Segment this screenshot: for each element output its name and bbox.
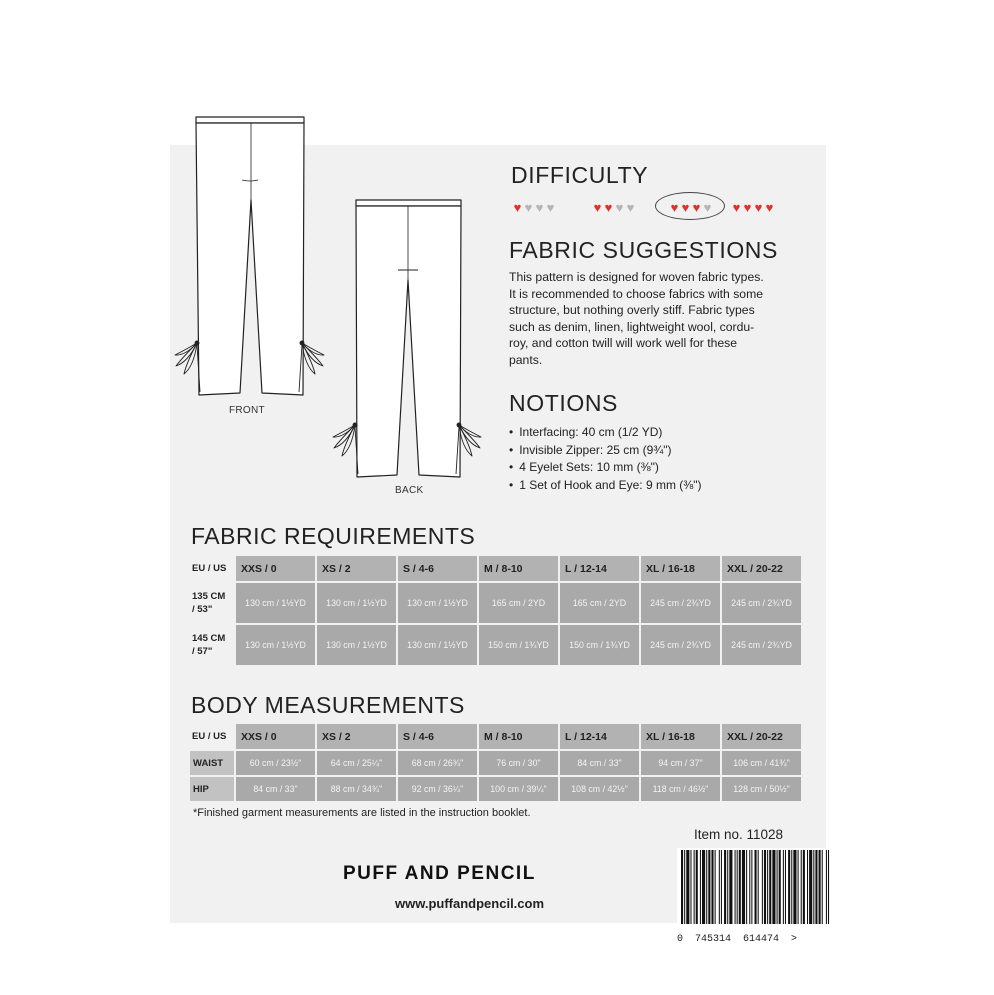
table-cell: 130 cm / 1½YD xyxy=(317,583,396,623)
table-cell: 84 cm / 33" xyxy=(560,751,639,775)
table-cell: 150 cm / 1¾YD xyxy=(479,625,558,665)
heart-icon: ♥ xyxy=(743,200,752,215)
table-cell: 118 cm / 46½" xyxy=(641,777,720,801)
barcode-bar xyxy=(819,850,821,924)
row-label: WAIST xyxy=(190,751,234,775)
heart-icon: ♥ xyxy=(535,200,544,215)
barcode-bar xyxy=(783,850,784,924)
barcode-bar xyxy=(772,850,775,924)
barcode-bar xyxy=(724,850,726,924)
row-label: HIP xyxy=(190,777,234,801)
barcode-bar xyxy=(746,850,747,924)
table-cell: 130 cm / 1½YD xyxy=(236,625,315,665)
barcode-bar xyxy=(758,850,759,924)
size-header: M / 8-10 xyxy=(479,556,558,581)
table-cell: 60 cm / 23½" xyxy=(236,751,315,775)
difficulty-level-4 xyxy=(731,199,775,217)
table-cell: 84 cm / 33" xyxy=(236,777,315,801)
barcode-bar xyxy=(737,850,738,924)
table-cell: 128 cm / 50½" xyxy=(722,777,801,801)
heart-icon: ♥ xyxy=(546,200,555,215)
difficulty-title: DIFFICULTY xyxy=(511,162,649,188)
heart-icon: ♥ xyxy=(593,200,602,215)
barcode-bar xyxy=(719,850,720,924)
barcode-bar xyxy=(706,850,707,924)
barcode-bar xyxy=(815,850,817,924)
table-cell: 165 cm / 2YD xyxy=(479,583,558,623)
fabric-requirements-table xyxy=(188,554,803,667)
size-header: L / 12-14 xyxy=(560,724,639,749)
table-cell: 100 cm / 39¼" xyxy=(479,777,558,801)
difficulty-level-2 xyxy=(592,199,636,217)
barcode-bar xyxy=(777,850,778,924)
footnote: *Finished garment measurements are listed in the instruction booklet. xyxy=(193,807,531,819)
notion-item: • Interfacing: 40 cm (1/2 YD) xyxy=(509,424,809,442)
barcode-bar xyxy=(684,850,685,924)
table-cell: 130 cm / 1½YD xyxy=(236,583,315,623)
barcode-bar xyxy=(779,850,781,924)
barcode-bar xyxy=(798,850,799,924)
heart-icon: ♥ xyxy=(524,200,533,215)
size-header: S / 4-6 xyxy=(398,724,477,749)
fabric-suggestions-line: pants. xyxy=(509,352,543,367)
barcode-bar xyxy=(755,850,757,924)
heart-icon: ♥ xyxy=(615,200,624,215)
difficulty-rating xyxy=(512,199,812,221)
heart-icon: ♥ xyxy=(670,200,679,215)
barcode-bar xyxy=(721,850,722,924)
notions-list xyxy=(509,424,809,494)
table-cell: 94 cm / 37" xyxy=(641,751,720,775)
heart-icon: ♥ xyxy=(703,200,712,215)
barcode-digits: 0 745314 614474 > xyxy=(677,934,798,945)
size-header: M / 8-10 xyxy=(479,724,558,749)
table-cell: 245 cm / 2¾YD xyxy=(722,625,801,665)
table-cell: 106 cm / 41¾" xyxy=(722,751,801,775)
fabric-suggestions-line: It is recommended to choose fabrics with some xyxy=(509,286,764,301)
table-cell: 130 cm / 1½YD xyxy=(398,625,477,665)
barcode-bar xyxy=(708,850,710,924)
heart-icon: ♥ xyxy=(626,200,635,215)
barcode-bar xyxy=(700,850,701,924)
barcode-bar xyxy=(739,850,741,924)
notion-item: • 4 Eyelet Sets: 10 mm (⅜") xyxy=(509,459,809,477)
table-cell: 108 cm / 42½" xyxy=(560,777,639,801)
table-cell: 92 cm / 36¼" xyxy=(398,777,477,801)
row-label xyxy=(190,625,234,665)
barcode-bar xyxy=(686,850,689,924)
barcode-bar xyxy=(751,850,752,924)
barcode-bar xyxy=(727,850,728,924)
heart-icon: ♥ xyxy=(765,200,774,215)
size-header: XL / 16-18 xyxy=(641,556,720,581)
table-cell: 64 cm / 25¼" xyxy=(317,751,396,775)
barcode-bar xyxy=(807,850,808,924)
notions-title: NOTIONS xyxy=(509,390,618,416)
barcode-bar xyxy=(769,850,771,924)
row-label-width: 135 CM xyxy=(192,591,226,602)
table-cell: 68 cm / 26¾" xyxy=(398,751,477,775)
barcode-bar xyxy=(762,850,763,924)
table-row xyxy=(190,777,801,801)
row-label-width: 145 CM xyxy=(192,633,226,644)
table-cell: 130 cm / 1½YD xyxy=(317,625,396,665)
heart-icon: ♥ xyxy=(692,200,701,215)
table-corner: EU / US xyxy=(192,563,227,574)
website-link[interactable]: www.puffandpencil.com xyxy=(395,896,545,911)
back-pants-flat xyxy=(333,200,481,477)
barcode-bar xyxy=(729,850,732,924)
barcode-bar xyxy=(801,850,802,924)
barcode-bar xyxy=(788,850,790,924)
barcode-bar xyxy=(809,850,812,924)
table-cell: 245 cm / 2¾YD xyxy=(722,583,801,623)
barcode-bar xyxy=(803,850,805,924)
barcode-bar xyxy=(764,850,766,924)
barcode-bar xyxy=(742,850,745,924)
item-number: Item no. 11028 xyxy=(694,827,784,842)
body-measurements-title: BODY MEASUREMENTS xyxy=(191,692,465,718)
barcode-bar xyxy=(696,850,698,924)
heart-icon: ♥ xyxy=(681,200,690,215)
barcode-bar xyxy=(826,850,827,924)
fabric-suggestions-text xyxy=(509,269,794,369)
table-corner: EU / US xyxy=(192,731,227,742)
notion-item: • Invisible Zipper: 25 cm (9¾") xyxy=(509,442,809,460)
barcode-bar xyxy=(711,850,713,924)
fabric-suggestions-line: This pattern is designed for woven fabric types. xyxy=(509,270,764,284)
table-cell: 245 cm / 2¾YD xyxy=(641,583,720,623)
size-header: XXL / 20-22 xyxy=(722,556,801,581)
brand-logo-text: PUFF AND PENCIL xyxy=(343,863,536,884)
difficulty-level-3 xyxy=(669,199,713,217)
back-label: BACK xyxy=(395,485,424,496)
table-cell: 150 cm / 1¾YD xyxy=(560,625,639,665)
table-cell: 76 cm / 30" xyxy=(479,751,558,775)
body-measurements-table xyxy=(188,722,803,803)
fabric-suggestions-title: FABRIC SUGGESTIONS xyxy=(509,237,778,263)
notion-item: • 1 Set of Hook and Eye: 9 mm (⅜") xyxy=(509,477,809,495)
barcode-bar xyxy=(715,850,716,924)
row-label xyxy=(190,583,234,623)
row-label-width-imperial: / 53" xyxy=(192,604,213,615)
size-header: XS / 2 xyxy=(317,556,396,581)
table-row xyxy=(190,751,801,775)
fabric-suggestions-line: structure, but nothing overly stiff. Fabric types xyxy=(509,303,755,318)
barcode-bar xyxy=(828,850,829,924)
barcode-bar xyxy=(735,850,736,924)
heart-icon: ♥ xyxy=(754,200,763,215)
table-row xyxy=(190,583,801,623)
size-header: L / 12-14 xyxy=(560,556,639,581)
heart-icon: ♥ xyxy=(604,200,613,215)
size-header: XS / 2 xyxy=(317,724,396,749)
barcode-bar xyxy=(681,850,683,924)
fabric-suggestions-line: roy, and cotton twill will work well for these xyxy=(509,336,738,351)
table-cell: 165 cm / 2YD xyxy=(560,583,639,623)
row-label-width-imperial: / 57" xyxy=(192,646,213,657)
size-header: XXS / 0 xyxy=(236,556,315,581)
difficulty-level-1 xyxy=(512,199,556,217)
front-pants-flat xyxy=(175,117,324,395)
size-header: XXS / 0 xyxy=(236,724,315,749)
barcode-bar xyxy=(767,850,768,924)
barcode-bar xyxy=(749,850,750,924)
barcode-bar xyxy=(694,850,695,924)
table-cell: 88 cm / 34¾" xyxy=(317,777,396,801)
fabric-suggestions-line: such as denim, linen, lightweight wool, cordu- xyxy=(509,319,755,334)
barcode-bar xyxy=(702,850,705,924)
heart-icon: ♥ xyxy=(513,200,522,215)
size-header: XL / 16-18 xyxy=(641,724,720,749)
barcode-bar xyxy=(791,850,792,924)
table-row xyxy=(190,625,801,665)
table-cell: 245 cm / 2¾YD xyxy=(641,625,720,665)
barcode-bar xyxy=(793,850,796,924)
size-header: S / 4-6 xyxy=(398,556,477,581)
barcode-bar xyxy=(690,850,691,924)
barcode-bar xyxy=(785,850,786,924)
table-cell: 130 cm / 1½YD xyxy=(398,583,477,623)
barcode-bar xyxy=(822,850,823,924)
heart-icon: ♥ xyxy=(732,200,741,215)
size-header: XXL / 20-22 xyxy=(722,724,801,749)
barcode xyxy=(677,848,835,926)
front-label: FRONT xyxy=(229,405,265,416)
fabric-requirements-title: FABRIC REQUIREMENTS xyxy=(191,523,476,549)
barcode-bar xyxy=(813,850,814,924)
